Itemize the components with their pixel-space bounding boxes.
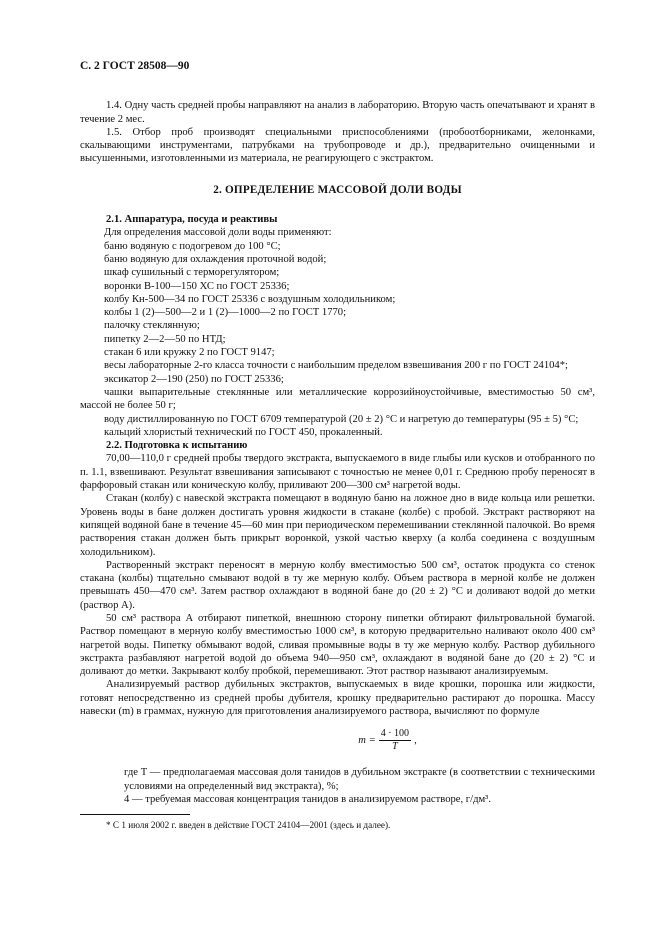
legend-item: где T — предполагаемая массовая доля танидов в дубильном экстракте (в соответствии с техническими условиями на определенный вид экстракта), %; [124,767,595,792]
footnote: * С 1 июля 2002 г. введен в действие ГОСТ 24104—2001 (здесь и далее). [106,820,391,831]
formula-tail: , [414,734,417,746]
document-page [80,60,595,833]
page-header: С. 2 ГОСТ 28508—90 [80,60,190,72]
equipment-item: палочку стеклянную; [104,320,200,332]
paragraph-1-5: 1.5. Отбор проб производят специальными приспособлениями (пробоотборниками, желонками, скалывающими инструментами, патрубками на трубопроводе и др.), предварительно очищенными и высушенными, изготовленными из материала, не реагирующего с экстрактом. [80,126,595,165]
equipment-item: колбы 1 (2)—500—2 и 1 (2)—1000—2 по ГОСТ 1770; [104,307,347,319]
equipment-item: кальций хлористый технический по ГОСТ 450, прокаленный. [104,426,383,438]
equipment-item: чашки выпарительные стеклянные или металлические коррозийноустойчивые, вместимостью 50 см³, массой не более 50 г; [80,386,595,412]
prep-paragraph: Анализируемый раствор дубильных экстрактов, выпускаемых в виде крошки, порошка или жидкости, готовят непосредственно из средней пробы дубителя, крошку предварительно растирают до порошка. Массу навески (m) в граммах, нужную для приготовления анализируемого раствора, вычисляют по формуле [80,679,595,718]
equipment-item: воронки В-100—150 ХС по ГОСТ 25336; [104,280,290,292]
prep-paragraph: Стакан (колбу) с навеской экстракта помещают в водяную баню на ложное дно в виде кольца или решетки. Уровень воды в бане должен достигать уровня жидкости в стакане (колбе) с пробой. Экстракт растворяют на кипящей водяной бане в течение 45—60 мин при периодическом перемешивании стеклянной палочкой. Во время растворения стакан должен быть прикрыт воронкой, узкой частью кверху (а колба соединена с воздушным холодильником). [80,493,595,558]
legend-item: 4 — требуемая массовая концентрация танидов в анализируемом растворе, г/дм³. [124,793,491,805]
equipment-item: баню водяную для охлаждения проточной водой; [104,253,327,265]
equipment-item: колбу Кн-500—34 по ГОСТ 25336 с воздушным холодильником; [104,293,396,305]
formula-denominator: T [392,740,398,752]
mass-formula [180,726,595,754]
equipment-item: воду дистиллированную по ГОСТ 6709 температурой (20 ± 2) °С и нагретую до температуры (95 ± 5) °С; [104,413,579,425]
equipment-item: шкаф сушильный с терморегулятором; [104,267,280,279]
formula-lhs: m = [358,734,376,746]
equipment-intro: Для определения массовой доли воды применяют: [104,227,332,239]
prep-paragraph: Растворенный экстракт переносят в мерную колбу вместимостью 500 см³, остаток продукта со стенок стакана (колбы) тщательно смывают водой в ту же мерную колбу. Объем раствора в мерной колбе не должен превышать 450—470 см³. Затем раствор охлаждают в водяной бане до (20 ± 2) °С и доливают водой до метки (раствор А). [80,559,595,611]
subsection-2-1-title: 2.1. Аппаратура, посуда и реактивы [106,214,278,226]
equipment-item: стакан 6 или кружку 2 по ГОСТ 9147; [104,347,275,359]
prep-paragraph: 70,00—110,0 г средней пробы твердого экстракта, выпускаемого в виде глыбы или кусков и отобранного по п. 1.1, взвешивают. Результат взвешивания записывают с точностью не менее 0,01 г. Среднюю пробу переносят в фарфоровый стакан или коническую колбу, приливают 200—300 см³ нагретой воды. [80,453,595,492]
subsection-2-2-title: 2.2. Подготовка к испытанию [106,440,248,452]
equipment-item: пипетку 2—2—50 по НТД; [104,333,226,345]
section-title: 2. ОПРЕДЕЛЕНИЕ МАССОВОЙ ДОЛИ ВОДЫ [213,183,462,196]
paragraph-1-4: 1.4. Одну часть средней пробы направляют на анализ в лабораторию. Вторую часть опечатывают и хранят в течение 2 мес. [80,100,595,125]
prep-paragraph: 50 см³ раствора А отбирают пипеткой, внешнюю сторону пипетки обтирают фильтровальной бумагой. Раствор помещают в мерную колбу вместимостью 1000 см³, в которую предварительно наливают около 400 см³ нагретой воды. Пипетку обмывают водой, сливая промывные воды в ту же мерную колбу. Раствор дубильного экстракта разбавляют нагретой водой до объема 940—950 см³, охлаждают в водяной бане до (20 ± 2) °С и доливают до метки. Закрывают колбу пробкой, перемешивают. Этот раствор называют анализируемым. [80,612,595,678]
equipment-item: весы лабораторные 2-го класса точности с наибольшим пределом взвешивания 200 г по ГОСТ 24104*; [104,360,568,372]
equipment-list [80,226,595,439]
equipment-item: эксикатор 2—190 (250) по ГОСТ 25336; [104,373,284,385]
equipment-item: баню водяную с подогревом до 100 °С; [104,240,281,252]
formula-legend [80,766,595,806]
formula-numerator: 4 · 100 [380,727,410,739]
footnote-divider [80,814,190,815]
formula-fraction [379,728,411,753]
